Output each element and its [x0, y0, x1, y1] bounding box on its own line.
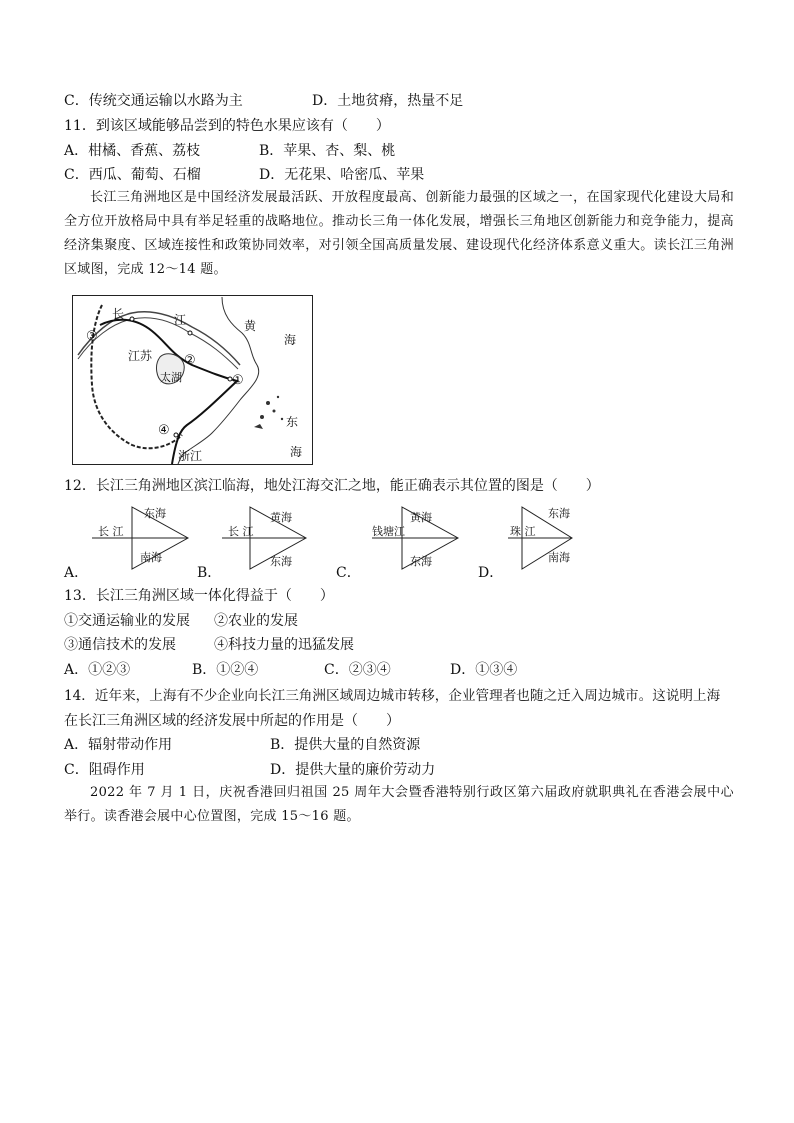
q14-stem-line2: 在长江三角洲区域的经济发展中所起的作用是（ ） [64, 713, 400, 729]
q14-option-a: A．辐射带动作用 [64, 737, 173, 753]
map-label-jiangsu: 江苏 [128, 349, 153, 363]
q12-option-a-letter: A． [64, 565, 89, 581]
q10-option-d: D．土地贫瘠，热量不足 [312, 93, 464, 109]
q12-stem: 12．长江三角洲地区滨江临海，地处江海交汇之地，能正确表示其位置的图是（ ） [64, 478, 600, 494]
q13-option-b: B．①②④ [192, 662, 259, 678]
q13-stem: 13．长江三角洲区域一体化得益于（ ） [64, 588, 334, 604]
q14-option-d: D．提供大量的廉价劳动力 [270, 762, 436, 778]
q11-option-c: C．西瓜、葡萄、石榴 [64, 167, 201, 183]
map-drawing [72, 295, 313, 465]
q11-option-d: D．无花果、哈密瓜、苹果 [259, 167, 425, 183]
q12-b-river: 长 江 [228, 525, 254, 538]
map-label-dong: 东 [286, 415, 299, 429]
map-label-taihu: 太湖 [160, 371, 182, 384]
q10-option-c: C．传统交通运输以水路为主 [64, 93, 243, 109]
q12-d-river: 珠 江 [510, 525, 536, 538]
q12-a-bottom: 南海 [140, 551, 162, 564]
q12-c-bottom: 东海 [410, 555, 432, 568]
q14-option-b: B．提供大量的自然资源 [270, 737, 421, 753]
q13-option-a: A．①②③ [64, 662, 131, 678]
q14-stem-line1: 14．近年来，上海有不少企业向长江三角洲区域周边城市转移，企业管理者也随之迁入周边城市。这说明上海 [64, 688, 721, 704]
q13-option-c: C．②③④ [324, 662, 391, 678]
q12-diagram-b [222, 505, 332, 571]
q11-stem: 11．到该区域能够品尝到的特色水果应该有（ ） [64, 118, 390, 134]
map-marker-4: ④ [158, 423, 170, 438]
map-marker-3: ③ [86, 329, 98, 344]
q12-diagram-a [92, 505, 202, 571]
q12-option-b-letter: B． [197, 565, 222, 581]
map-label-zhejiang: 浙江 [178, 449, 203, 463]
q12-option-d-letter: D． [478, 565, 504, 581]
q13-item-2: ②农业的发展 [214, 613, 298, 629]
q12-d-top: 东海 [548, 507, 570, 520]
intro-paragraph-hongkong: 2022 年 7 月 1 日，庆祝香港回归祖国 25 周年大会暨香港特别行政区第六届政府就职典礼在香港会展中心举行。读香港会展中心位置图，完成 15～16 题。 [64, 785, 734, 824]
q12-b-bottom: 东海 [270, 555, 292, 568]
q13-item-3: ③通信技术的发展 [64, 637, 176, 653]
q13-item-4: ④科技力量的迅猛发展 [214, 637, 354, 653]
q14-option-c: C．阻碍作用 [64, 762, 145, 778]
map-label-hai1: 海 [284, 333, 297, 347]
map-label-hai2: 海 [290, 445, 303, 459]
q12-c-top: 黄海 [410, 511, 432, 524]
q12-c-river: 钱塘江 [372, 525, 405, 538]
map-marker-1: ① [232, 373, 244, 388]
q13-option-d: D．①③④ [450, 662, 518, 678]
q11-option-b: B．苹果、杏、梨、桃 [259, 143, 396, 159]
q11-option-a: A．柑橘、香蕉、荔枝 [64, 143, 201, 159]
q12-option-c-letter: C． [336, 565, 361, 581]
map-label-huang: 黄 [244, 319, 257, 333]
yangtze-delta-map [72, 295, 313, 465]
map-marker-2: ② [184, 353, 196, 368]
q13-item-1: ①交通运输业的发展 [64, 613, 190, 629]
q12-diagram-d [508, 505, 618, 571]
map-label-chang: 长 [112, 307, 125, 321]
q12-a-river: 长 江 [98, 525, 124, 538]
q12-d-bottom: 南海 [548, 551, 570, 564]
map-label-jiang: 江 [174, 313, 187, 327]
q12-b-top: 黄海 [270, 511, 292, 524]
q12-diagram-c [372, 505, 482, 571]
intro-paragraph-yangtze: 长江三角洲地区是中国经济发展最活跃、开放程度最高、创新能力最强的区域之一，在国家现代化建设大局和全方位开放格局中具有举足轻重的战略地位。推动长三角一体化发展，增强长三角地区创新能力和竞争能力，提高经济集聚度、区域连接性和政策协同效率，对引领全国高质量发展、建设现代化经济体系意义重大。读长江三角洲区域图，完成 12～14 题。 [64, 190, 734, 277]
q12-a-top: 东海 [144, 507, 166, 520]
